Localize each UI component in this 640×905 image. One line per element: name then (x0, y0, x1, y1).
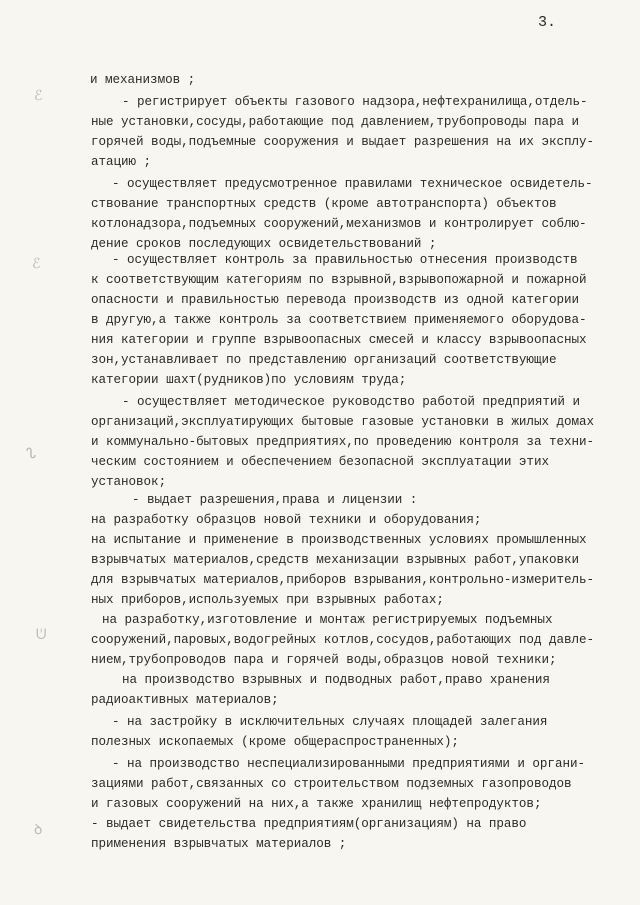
margin-mark: ᔐ (26, 447, 36, 463)
text-line: на испытание и применение в производственных условиях промышленных (91, 533, 587, 547)
text-line: - выдает разрешения,права и лицензии : (132, 493, 418, 507)
text-line: ные установки,сосуды,работающие под давлением,трубопроводы пара и (91, 115, 579, 129)
text-line: ния категории и группе взрывоопасных смесей и классу взрывоопасных (91, 333, 587, 347)
text-line: на производство взрывных и подводных работ,право хранения (122, 673, 550, 687)
text-line: ческим состоянием и обеспечением безопасной эксплуатации этих (91, 455, 549, 469)
text-line: атацию ; (91, 155, 152, 169)
page-number: 3. (538, 14, 557, 31)
margin-mark: ℰ (32, 257, 41, 273)
margin-mark: ᕫ (36, 628, 47, 644)
text-line: - осуществляет предусмотренное правилами техническое освидетель- (112, 177, 593, 191)
text-line: котлонадзора,подъемных сооружений,механизмов и контролирует соблю- (91, 217, 587, 231)
text-line: зациями работ,связанных со строительством подземных газопроводов (91, 777, 572, 791)
text-line: - на производство неспециализированными предприятиями и органи- (112, 757, 585, 771)
text-line: горячей воды,подъемные сооружения и выдает разрешения на их эксплу- (91, 135, 595, 149)
text-line: зон,устанавливает по представлению организаций соответствующие (91, 353, 557, 367)
text-line: - регистрирует объекты газового надзора,нефтехранилища,отдель- (122, 95, 588, 109)
text-line: опасности и правильностью перевода производств из одной категории (91, 293, 579, 307)
text-line: полезных ископаемых (кроме общераспространенных); (91, 735, 459, 749)
text-line: категории шахт(рудников)по условиям труда; (91, 373, 407, 387)
text-line: к соответствующим категориям по взрывной,взрывопожарной и пожарной (91, 273, 587, 287)
text-line: нием,трубопроводов пара и горячей воды,образцов новой техники; (91, 653, 557, 667)
text-line: и газовых сооружений на них,а также хранилищ нефтепродуктов; (91, 797, 542, 811)
text-line: дение сроков последующих освидетельствований ; (91, 237, 437, 251)
text-line: сооружений,паровых,водогрейных котлов,сосудов,работающих под давле- (91, 633, 595, 647)
text-line: взрывчатых материалов,средств механизации взрывных работ,упаковки (91, 553, 579, 567)
text-line: и механизмов ; (90, 73, 196, 87)
text-line: - выдает свидетельства предприятиям(организациям) на право (91, 817, 527, 831)
text-line: и коммунально-бытовых предприятиях,по проведению контроля за техни- (91, 435, 595, 449)
text-line: применения взрывчатых материалов ; (91, 837, 347, 851)
text-line: ствование транспортных средств (кроме автотранспорта) объектов (91, 197, 557, 211)
text-line: - осуществляет контроль за правильностью отнесения производств (112, 253, 578, 267)
text-line: установок; (91, 475, 167, 489)
margin-mark: ꝺ (34, 823, 43, 839)
margin-mark: ℰ (34, 89, 43, 105)
text-line: ных приборов,используемых при взрывных работах; (91, 593, 444, 607)
text-line: на разработку образцов новой техники и оборудования; (91, 513, 482, 527)
text-line: организаций,эксплуатирующих бытовые газовые установки в жилых домах (91, 415, 595, 429)
text-line: в другую,а также контроль за соответствием применяемого оборудова- (91, 313, 587, 327)
text-line: на разработку,изготовление и монтаж регистрируемых подъемных (102, 613, 553, 627)
text-line: для взрывчатых материалов,приборов взрывания,контрольно-измеритель- (91, 573, 595, 587)
text-line: - осуществляет методическое руководство работой предприятий и (122, 395, 580, 409)
text-line: радиоактивных материалов; (91, 693, 279, 707)
text-line: - на застройку в исключительных случаях площадей залегания (112, 715, 548, 729)
